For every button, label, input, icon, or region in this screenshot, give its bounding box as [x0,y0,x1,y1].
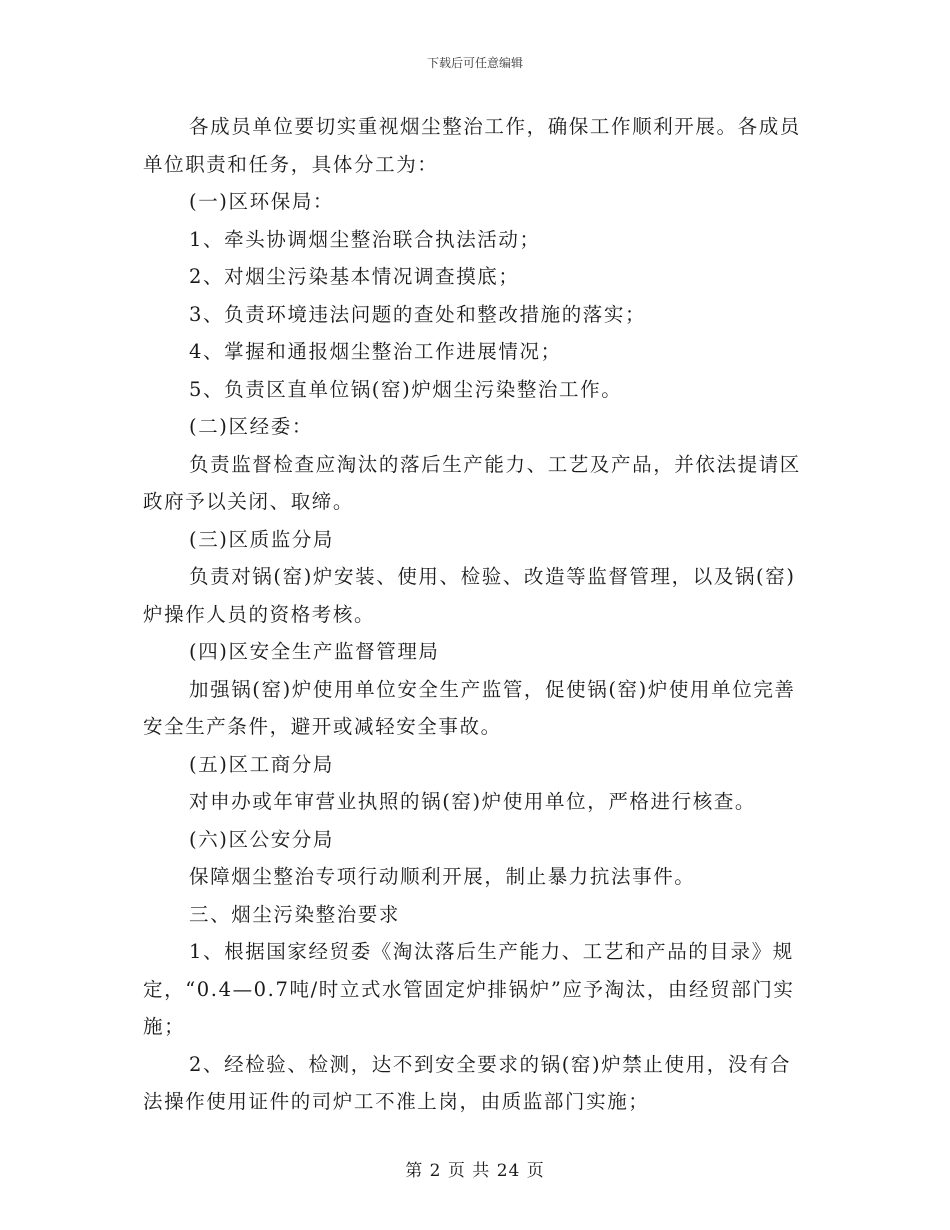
list-item: 1、根据国家经贸委《淘汰落后生产能力、工艺和产品的目录》规定，“0.4—0.7吨/时立式水管固定炉排锅炉”应予淘汰，由经贸部门实施； [143,940,795,1038]
paragraph: 各成员单位要切实重视烟尘整治工作，确保工作顺利开展。各成员单位职责和任务，具体分工为： [143,115,801,176]
document-body [143,108,809,1121]
paragraph: 对申办或年审营业执照的锅(窑)炉使用单位，严格进行核查。 [189,790,757,813]
paragraph: 负责监督检查应淘汰的落后生产能力、工艺及产品，并依法提请区政府予以关闭、取缔。 [143,452,801,513]
section-heading: 三、烟尘污染整治要求 [189,902,401,926]
section-heading: (三)区质监分局 [189,527,335,551]
section-heading: (五)区工商分局 [189,752,335,776]
list-item: 1、牵头协调烟尘整治联合执法活动； [189,227,541,251]
list-item: 3、负责环境违法问题的查处和整改措施的落实； [189,302,647,326]
paragraph: 加强锅(窑)炉使用单位安全生产监管，促使锅(窑)炉使用单位完善安全生产条件，避开或减轻安全事故。 [143,677,796,738]
section-heading: (二)区经委： [189,415,313,438]
paragraph: 保障烟尘整治专项行动顺利开展，制止暴力抗法事件。 [189,865,696,888]
paragraph: 负责对锅(窑)炉安装、使用、检验、改造等监督管理，以及锅(窑)炉操作人员的资格考核。 [143,565,796,626]
section-heading: (一)区环保局： [189,190,335,213]
section-heading: (四)区安全生产监督管理局 [189,640,440,663]
list-item: 2、经检验、检测，达不到安全要求的锅(窑)炉禁止使用，没有合法操作使用证件的司炉工不准上岗，由质监部门实施； [143,1052,792,1113]
list-item: 4、掌握和通报烟尘整治工作进展情况； [189,340,562,363]
header-note: 下载后可任意编辑 [426,56,523,70]
list-item: 2、对烟尘污染基本情况调查摸底； [189,265,520,288]
section-heading: (六)区公安分局 [189,827,335,851]
list-item: 5、负责区直单位锅(窑)炉烟尘污染整治工作。 [189,377,623,401]
page-number: 第 2 页 共 24 页 [405,1161,545,1181]
